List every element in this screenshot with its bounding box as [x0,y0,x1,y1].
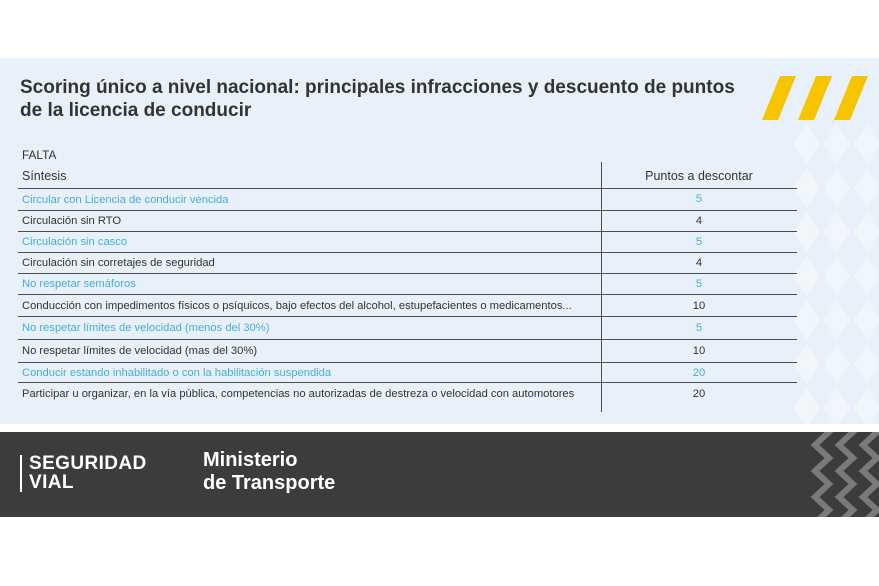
infraction-text: Circulación sin casco [22,236,128,248]
brand-divider [20,455,22,492]
column-header-points: Puntos a descontar [645,169,753,183]
table-row [18,211,797,232]
infraction-text: Conducción con impedimentos físicos o psíquicos, bajo efectos del alcohol, estupefacientes o medicamentos... [22,299,572,312]
diamond-pattern-fill [792,122,879,424]
diamond-pattern-decoration [792,122,879,424]
zigzag-line [839,432,853,517]
infraction-text: Circulación sin corretajes de seguridad [22,257,215,269]
points-value: 10 [692,299,706,312]
column-group-label: FALTA [22,148,57,162]
table-row [18,189,797,211]
zigzag-line [863,432,877,517]
points-value: 10 [692,345,706,357]
footer-band [0,432,879,517]
table-row [18,340,797,363]
yellow-stripe [834,76,868,120]
table-body [18,189,797,413]
content-panel [0,58,879,424]
table-row [18,274,797,295]
yellow-stripe [762,76,796,120]
yellow-stripes-logo [762,76,868,120]
table-row [18,232,797,253]
table-row [18,383,797,413]
points-value: 20 [692,366,706,379]
table-row [18,317,797,340]
brand-line-1: SEGURIDAD [29,453,147,474]
points-value: 5 [695,193,703,205]
points-value: 4 [695,257,703,269]
infraction-text: No respetar semáforos [22,278,136,290]
infraction-text: Circular con Licencia de conducir vencida [22,193,229,206]
infractions-table [18,147,797,413]
table-row [18,253,797,274]
ministry-line-1: Ministerio [203,449,298,471]
yellow-stripe [798,76,832,120]
infraction-text: Participar u organizar, en la vía pública, competencias no autorizadas de destreza o velocidad con automotores [22,388,575,400]
seguridad-vial-logo [29,454,147,492]
table-row [18,295,797,317]
column-divider [601,162,602,412]
points-value: 5 [695,236,703,248]
infraction-text: Conducir estando inhabilitado o con la habilitación suspendida [22,366,332,379]
zigzag-pattern-decoration [808,432,879,517]
page-title [20,76,735,122]
title-line-2: de la licencia de conducir [20,100,252,121]
points-value: 5 [695,278,703,290]
column-header-synthesis: Síntesis [22,169,67,183]
title-line-1: Scoring único a nivel nacional: principales infracciones y descuento de puntos [20,77,735,98]
points-value: 5 [695,322,703,334]
brand-line-2: VIAL [29,472,74,493]
points-value: 4 [695,215,703,227]
ministry-line-2: de Transporte [203,472,336,494]
table-header [18,164,797,189]
points-value: 20 [692,388,706,400]
infraction-text: No respetar límites de velocidad (menos del 30%) [22,322,270,334]
table-row [18,363,797,383]
infraction-text: Circulación sin RTO [22,215,122,227]
infraction-text: No respetar límites de velocidad (mas del 30%) [22,345,258,357]
ministry-name [203,449,335,495]
zigzag-line [815,432,829,517]
